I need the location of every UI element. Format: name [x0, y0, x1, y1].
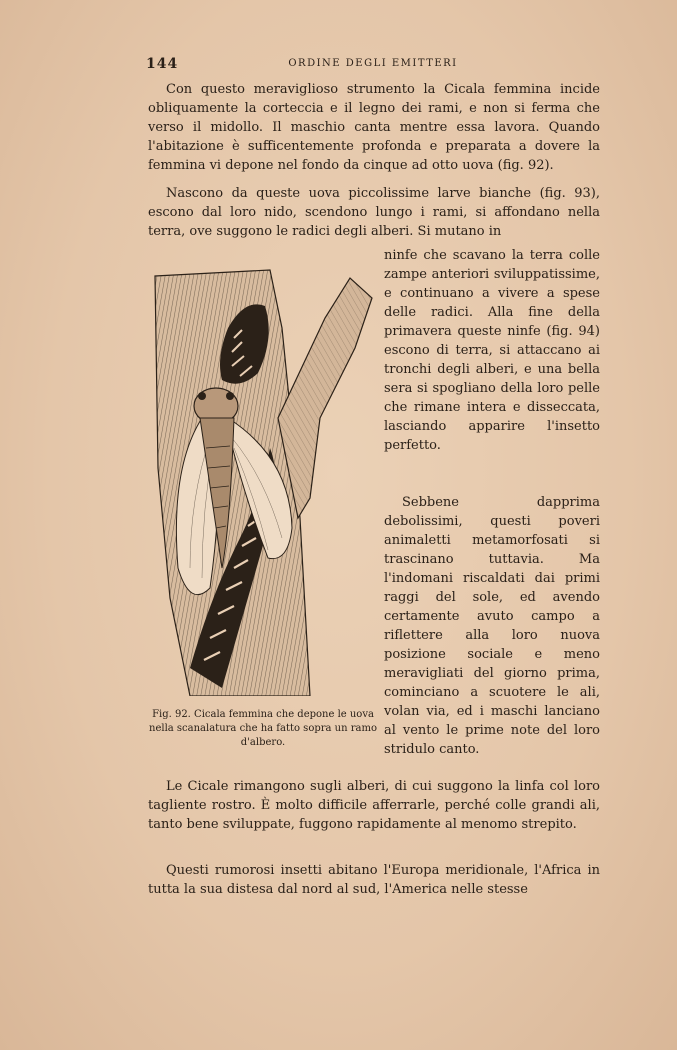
paragraph-3: ninfe che scavano la terra colle zampe anteriori sviluppatissime, e continuano a vivere a spese delle radici. Alla fine della primavera queste ninfe (fig. 94) escono di terra, si attaccano ai tronchi degli alberi, e una bella sera si spogliano della loro pelle che rimane intera e disseccata, lasciando apparire l'insetto perfetto.: [384, 248, 600, 453]
page-header: [146, 56, 600, 76]
paragraph-1: Con questo meraviglioso strumento la Cicala femmina incide obliquamente la corteccia e il legno dei rami, e non si ferma che verso il midollo. Il maschio canta mentre essa lavora. Quando l'abitazione è sufficentemente profonda e preparata a dovere la femmina vi depone nel fondo da cinque ad otto uova (fig. 92).: [148, 82, 600, 173]
page-number: 144: [146, 56, 179, 72]
cicada-illustration: [150, 268, 375, 696]
figure-caption: Fig. 92. Cicala femmina che depone le uova nella scanalatura che ha fatto sopra un ramo d'albero.: [149, 709, 377, 748]
paragraph-4: Sebbene dapprima debolissimi, questi poveri animaletti metamorfosati si trascinano tuttavia. Ma l'indomani riscaldati dai primi raggi del sole, ed avendo certamente avuto campo a riflettere alla loro nuova posizione sociale e meno meravigliati del giorno prima, cominciano a scuotere le ali, volan via, ed i maschi lanciano al vento le prime note del loro stridulo canto.: [384, 495, 600, 757]
paragraph-6: Questi rumorosi insetti abitano l'Europa meridionale, l'Africa in tutta la sua distesa dal nord al sud, l'America nelle stesse: [148, 863, 600, 897]
paragraph-2: Nascono da queste uova piccolissime larve bianche (fig. 93), escono dal loro nido, scendono lungo i rami, si affondano nella terra, ove suggono le radici degli alberi. Si mutano in: [148, 186, 600, 239]
paragraph-5: Le Cicale rimangono sugli alberi, di cui suggono la linfa col loro tagliente rostro. È molto difficile afferrarle, perché colle grandi ali, tanto bene sviluppate, fuggono rapidamente al menomo strepito.: [148, 779, 600, 832]
cicada-engraving: [150, 268, 375, 696]
running-head: ORDINE DEGLI EMITTERI: [288, 58, 458, 69]
